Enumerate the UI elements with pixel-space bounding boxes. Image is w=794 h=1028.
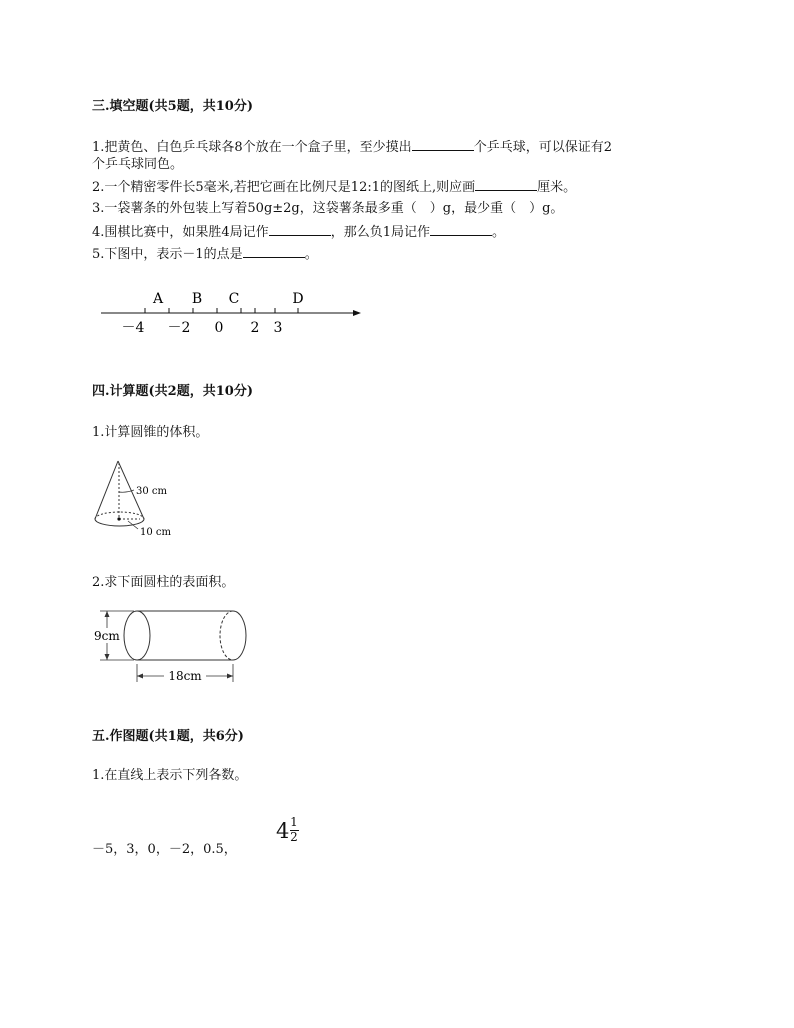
arrow-up-icon (105, 611, 110, 617)
question-4-1: 1.计算圆锥的体积。 (92, 425, 209, 440)
cylinder-right-face-front (233, 611, 246, 660)
question-3-4 (92, 223, 505, 242)
answer-blank[interactable] (475, 178, 537, 191)
cone-figure (88, 455, 198, 545)
tick-label: －4 (121, 320, 145, 336)
q3-4-text-middle: ，那么负1局记作 (330, 225, 430, 240)
question-3-5 (92, 245, 318, 264)
answer-blank[interactable] (430, 223, 492, 236)
arrow-right-icon (227, 674, 233, 679)
answer-blank[interactable] (412, 138, 474, 151)
point-label-b: B (191, 291, 203, 307)
tick-label: 3 (273, 320, 283, 336)
q3-1-text-line2: 个乒乓球同色。 (92, 157, 184, 172)
cylinder-length-label: 18cm (168, 669, 202, 683)
cone-radius-label: 10 cm (140, 527, 171, 538)
section-3-heading: 三.填空题(共5题，共10分) (92, 99, 253, 114)
arrow-down-icon (105, 654, 110, 660)
arrow-icon (353, 310, 361, 316)
q3-2-text-before: 2.一个精密零件长5毫米,若把它画在比例尺是12:1的图纸上,则应画 (92, 180, 476, 195)
tick-label: 2 (250, 320, 260, 336)
q3-1-text-before: 1.把黄色、白色乒乓球各8个放在一个盒子里，至少摸出 (92, 140, 412, 155)
cone-center-point (117, 517, 120, 520)
q3-5-text-before: 5.下图中，表示－1的点是 (92, 247, 243, 262)
q3-4-text-before: 4.围棋比赛中，如果胜4局记作 (92, 225, 269, 240)
cylinder-diameter-label: 9cm (94, 629, 120, 643)
answer-blank[interactable] (243, 245, 305, 258)
mixed-number-whole: 4 (276, 819, 290, 843)
number-line-figure (95, 285, 370, 340)
point-label-c: C (228, 291, 240, 307)
question-3-2 (92, 178, 576, 197)
arrow-left-icon (137, 674, 143, 679)
tick-label: －2 (167, 320, 191, 336)
point-label-d: D (292, 291, 304, 307)
q3-4-text-after: 。 (491, 225, 505, 240)
question-3-1 (92, 138, 612, 157)
cylinder-left-face (124, 611, 150, 660)
q3-1-text-after: 个乒乓球，可以保证有2 (473, 140, 612, 155)
number-list: －5，3，0，－2，0.5， (92, 842, 237, 857)
q3-5-text-after: 。 (304, 247, 318, 262)
mixed-number-denominator: 2 (290, 830, 298, 844)
mixed-number-numerator: 1 (290, 815, 298, 829)
question-4-2: 2.求下面圆柱的表面积。 (92, 575, 235, 590)
cylinder-figure (92, 602, 257, 687)
question-5-1: 1.在直线上表示下列各数。 (92, 768, 248, 783)
section-4-heading: 四.计算题(共2题，共10分) (92, 384, 253, 399)
section-5-heading: 五.作图题(共1题，共6分) (92, 729, 244, 744)
answer-blank[interactable] (269, 223, 331, 236)
tick-label: 0 (214, 320, 224, 336)
point-label-a: A (152, 291, 164, 307)
question-3-3: 3.一袋薯条的外包装上写着50g±2g，这袋薯条最多重（ ）g，最少重（ ）g。 (92, 201, 564, 216)
cone-edge (95, 461, 118, 519)
cylinder-right-face-back (220, 611, 233, 660)
cone-height-label: 30 cm (136, 486, 167, 497)
q3-2-text-after: 厘米。 (537, 180, 577, 195)
